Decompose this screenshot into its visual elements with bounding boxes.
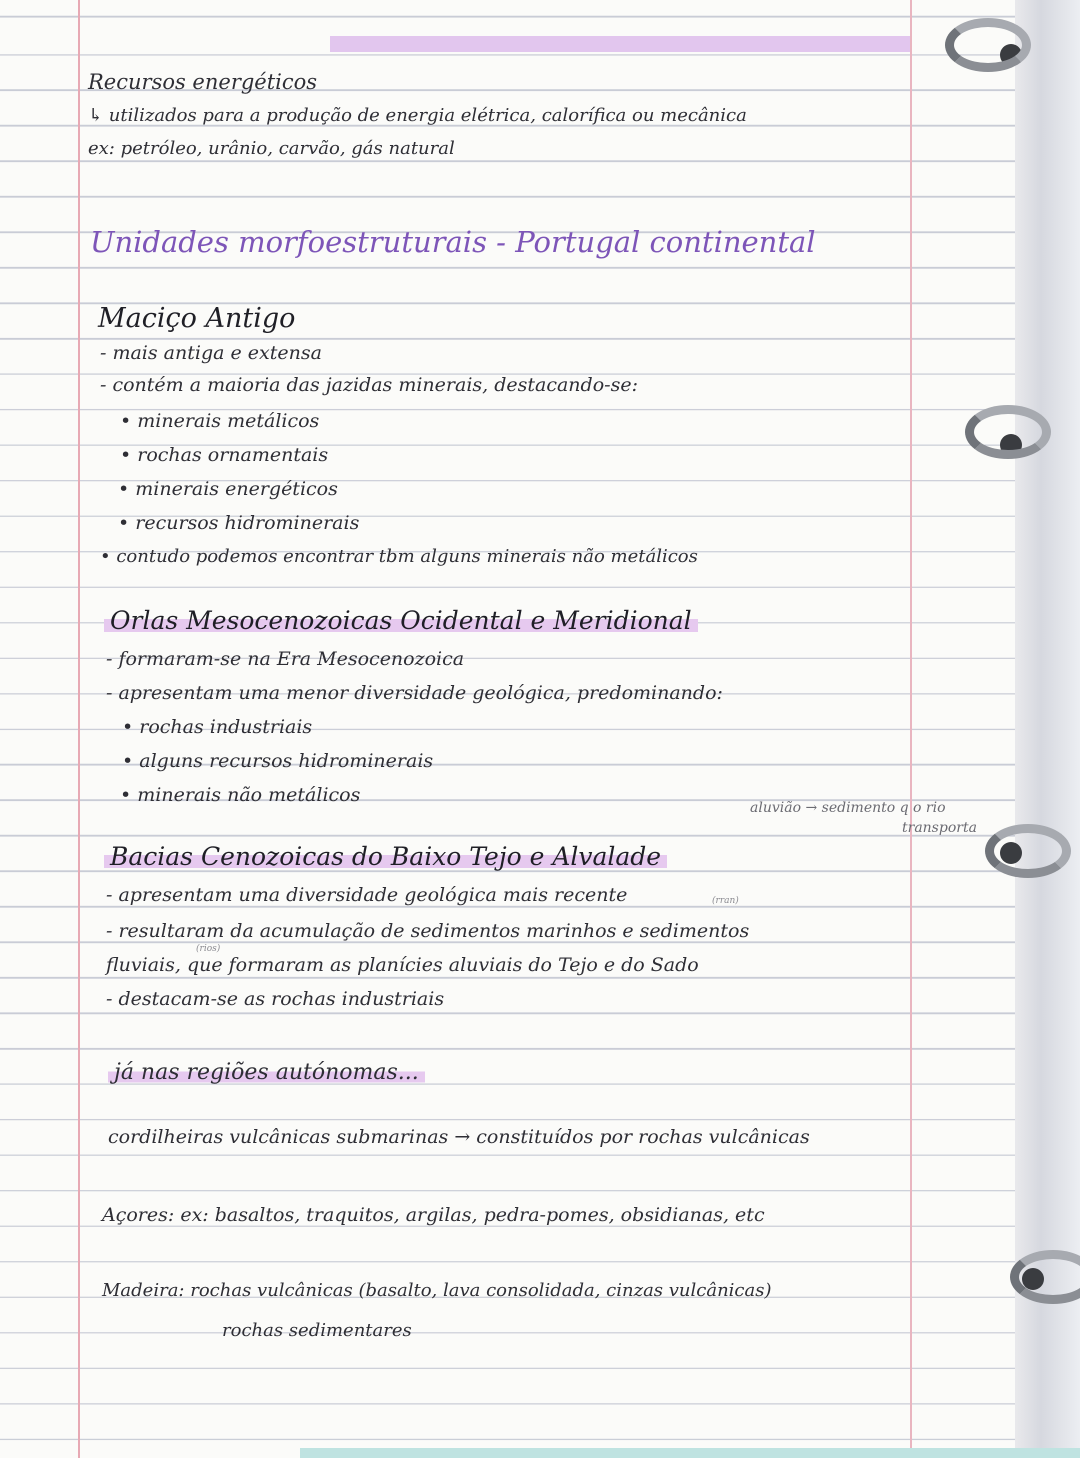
binder-ring-icon xyxy=(965,405,1051,459)
side-note: transporta xyxy=(902,820,977,836)
autonomas-heading xyxy=(108,1060,425,1085)
tiny-annotation: (rran) xyxy=(712,896,739,906)
cordilheiras-line: cordilheiras vulcânicas submarinas → constituídos por rochas vulcânicas xyxy=(108,1126,810,1148)
macico-heading: Maciço Antigo xyxy=(98,303,296,334)
macico-item: - mais antiga e extensa xyxy=(100,342,322,364)
divider-tab-strip xyxy=(300,1448,1080,1458)
tiny-annotation: (rios) xyxy=(196,944,221,954)
binder-ring-icon xyxy=(945,18,1031,72)
bacias-item: - apresentam uma diversidade geológica mais recente xyxy=(106,884,628,906)
macico-item: - contém a maioria das jazidas minerais, destacando-se: xyxy=(100,374,638,396)
orlas-item: - formaram-se na Era Mesocenozoica xyxy=(106,648,465,670)
bacias-heading-text: Bacias Cenozoicas do Baixo Tejo e Alvalade xyxy=(104,842,667,871)
bacias-item: - resultaram da acumulação de sedimentos marinhos e sedimentos xyxy=(106,920,750,942)
orlas-item: - apresentam uma menor diversidade geológica, predominando: xyxy=(106,682,723,704)
macico-item: • contudo podemos encontrar tbm alguns minerais não metálicos xyxy=(100,546,698,567)
macico-item: • rochas ornamentais xyxy=(120,444,329,466)
macico-item: • minerais energéticos xyxy=(118,478,338,500)
side-note: aluvião → sedimento q o rio xyxy=(750,800,946,816)
bacias-heading xyxy=(104,842,667,871)
macico-item: • minerais metálicos xyxy=(120,410,320,432)
left-margin-line xyxy=(78,0,80,1458)
right-margin-line xyxy=(910,0,912,1458)
orlas-item: • alguns recursos hidrominerais xyxy=(122,750,434,772)
orlas-item: • rochas industriais xyxy=(122,716,313,738)
recursos-line-1: ↳ utilizados para a produção de energia elétrica, calorífica ou mecânica xyxy=(88,105,747,126)
bacias-item: fluviais, que formaram as planícies aluviais do Tejo e do Sado xyxy=(106,954,699,976)
orlas-item: • minerais não metálicos xyxy=(120,784,361,806)
recursos-line-2: ex: petróleo, urânio, carvão, gás natural xyxy=(88,138,455,159)
binder-edge xyxy=(1015,0,1080,1458)
autonomas-heading-text: já nas regiões autónomas... xyxy=(108,1060,425,1085)
madeira-line-1: Madeira: rochas vulcânicas (basalto, lava consolidada, cinzas vulcânicas) xyxy=(102,1280,772,1301)
acores-line: Açores: ex: basaltos, traquitos, argilas, pedra-pomes, obsidianas, etc xyxy=(102,1204,765,1226)
highlight-bar xyxy=(330,36,910,52)
madeira-line-2: rochas sedimentares xyxy=(222,1320,412,1341)
binder-ring-icon xyxy=(985,824,1071,878)
section-title: Unidades morfoestruturais - Portugal continental xyxy=(90,225,816,259)
macico-item: • recursos hidrominerais xyxy=(118,512,360,534)
orlas-heading-text: Orlas Mesocenozoicas Ocidental e Meridional xyxy=(104,606,698,635)
bacias-item: - destacam-se as rochas industriais xyxy=(106,988,445,1010)
orlas-heading xyxy=(104,606,698,635)
recursos-title: Recursos energéticos xyxy=(88,70,318,94)
